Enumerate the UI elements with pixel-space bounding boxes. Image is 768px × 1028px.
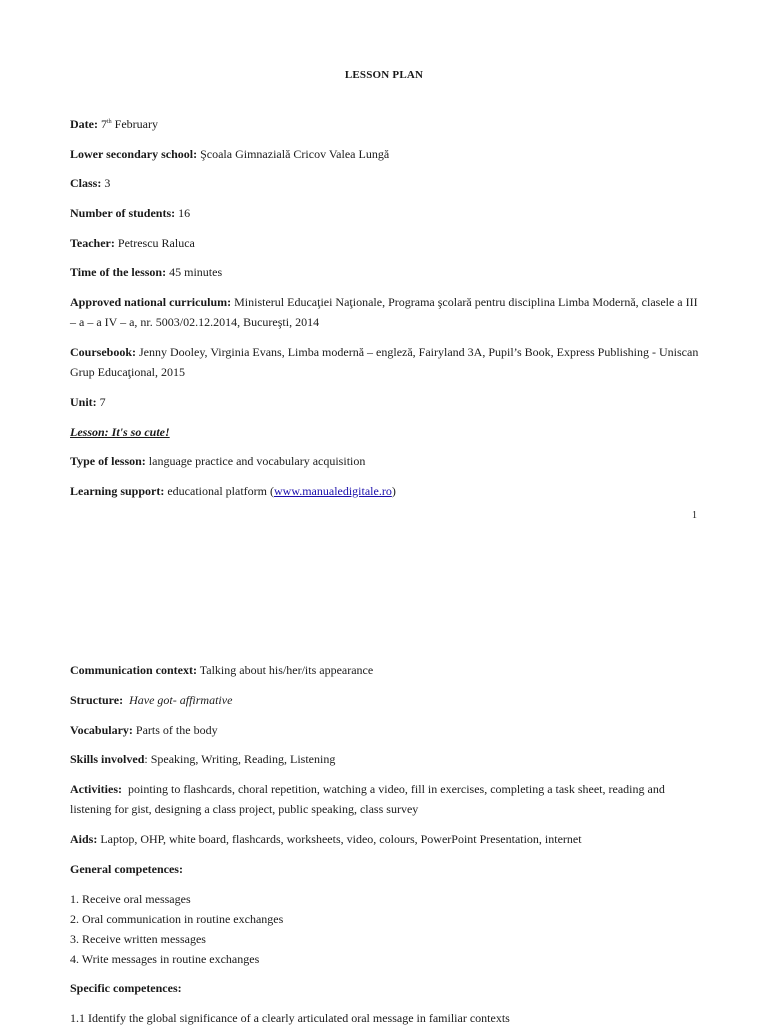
school-field [70,144,702,164]
students-value: 16 [178,206,191,220]
vocabulary-value: Parts of the body [135,723,218,737]
date-label: Date: [70,117,98,131]
class-field [70,173,702,193]
aids-field [70,829,702,849]
teacher-field [70,233,702,253]
teacher-value: Petrescu Raluca [117,236,195,250]
support-prefix: educational platform ( [167,484,274,498]
students-label: Number of students: [70,206,176,220]
support-field [70,481,702,501]
skills-label: Skills involved [70,752,145,766]
document-title: LESSON PLAN [344,69,424,81]
activities-label: Activities: [70,782,122,796]
page-number: 1 [692,510,697,521]
school-value: Şcoala Gimnazială Cricov Valea Lungă [200,147,390,161]
skills-field [70,749,702,769]
teacher-label: Teacher: [70,236,115,250]
specific-competences-heading [70,978,702,998]
context-field [70,660,702,680]
skills-value: : Speaking, Writing, Reading, Listening [144,752,336,766]
type-value: language practice and vocabulary acquisition [148,454,366,468]
activities-value: pointing to flashcards, choral repetition, watching a video, fill in exercises, completing a task sheet, reading and listening for gist, designing a class project, public speaking, class survey [70,782,665,816]
document-page-2 [0,560,768,1024]
specific-heading-label: Specific competences: [70,981,182,995]
lesson-title: Lesson: It's so cute! [70,425,170,439]
specific-competence-item: 1.1 Identify the global significance of a clearly articulated oral message in familiar contexts [70,1011,510,1025]
structure-value: Have got- affirmative [129,693,233,707]
lesson-field [70,422,702,442]
date-month: February [114,117,158,131]
structure-field [70,690,702,710]
general-competence-item: 2. Oral communication in routine exchanges [70,912,284,926]
class-value: 3 [104,176,111,190]
time-field [70,262,702,282]
context-value: Talking about his/her/its appearance [199,663,374,677]
general-competence-item: 1. Receive oral messages [70,892,191,906]
students-field [70,203,702,223]
type-label: Type of lesson: [70,454,146,468]
support-label: Learning support: [70,484,165,498]
general-competences-heading [70,859,702,879]
curriculum-field [70,292,702,332]
time-label: Time of the lesson: [70,265,167,279]
context-label: Communication context: [70,663,197,677]
unit-value: 7 [99,395,106,409]
structure-label: Structure: [70,693,124,707]
date-day: 7 [100,117,107,131]
unit-label: Unit: [70,395,97,409]
type-field [70,451,702,471]
school-label: Lower secondary school: [70,147,198,161]
vocabulary-field [70,720,702,740]
manualedigitale-link[interactable]: www.manualedigitale.ro [273,484,392,498]
support-suffix: ) [391,484,396,498]
general-competence-item: 4. Write messages in routine exchanges [70,952,260,966]
aids-label: Aids: [70,832,98,846]
class-label: Class: [70,176,102,190]
date-field [70,114,702,134]
general-competence-item: 3. Receive written messages [70,932,206,946]
unit-field [70,392,702,412]
coursebook-field [70,342,702,382]
time-value: 45 minutes [169,265,223,279]
activities-field [70,779,702,819]
vocabulary-label: Vocabulary: [70,723,133,737]
date-ordinal-suffix: th [106,119,112,125]
aids-value: Laptop, OHP, white board, flashcards, worksheets, video, colours, PowerPoint Presentation, internet [100,832,582,846]
curriculum-value: Ministerul Educaţiei Naţionale, Programa şcolară pentru disciplina Limba Modernă, clasele a III – a – a IV – a, nr. 5003/02.12.2014, Bucureşti, 2014 [70,295,698,329]
general-heading-label: General competences: [70,862,183,876]
curriculum-label: Approved national curriculum: [70,295,232,309]
coursebook-label: Coursebook: [70,345,137,359]
coursebook-value: Jenny Dooley, Virginia Evans, Limba modernă – engleză, Fairyland 3A, Pupil’s Book, Express Publishing - Uniscan Grup Educaţional, 2015 [70,345,699,379]
